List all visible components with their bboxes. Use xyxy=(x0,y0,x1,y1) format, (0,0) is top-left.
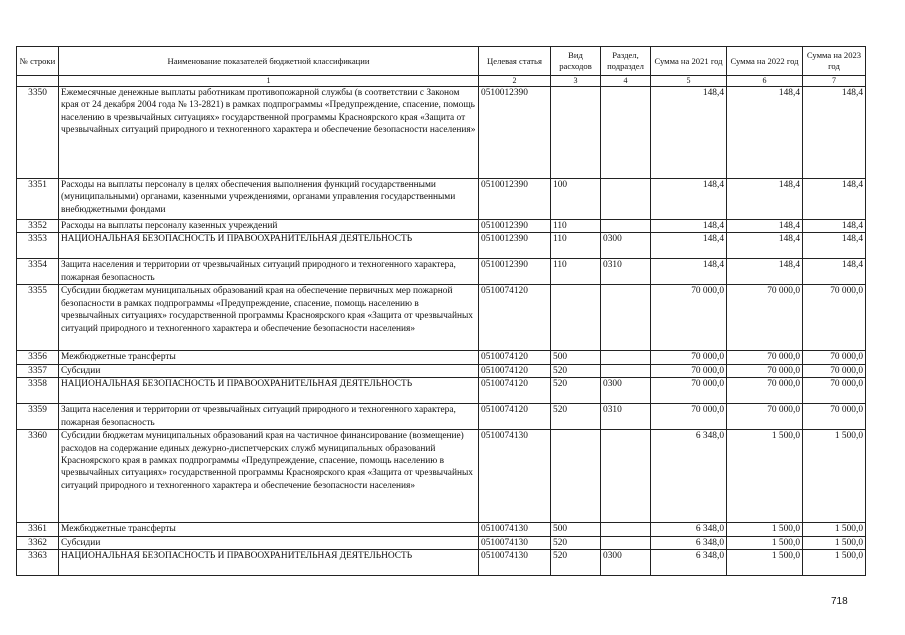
row-sum-2021: 6 348,0 xyxy=(651,536,727,549)
row-sum-2021: 70 000,0 xyxy=(651,351,727,364)
table-row xyxy=(17,364,866,377)
page-number: 718 xyxy=(831,596,848,607)
row-sum-2021: 70 000,0 xyxy=(651,404,727,430)
row-number: 3358 xyxy=(17,378,59,404)
row-sum-2022: 70 000,0 xyxy=(727,378,803,404)
row-target-code: 0510074120 xyxy=(479,285,551,351)
row-target-code: 0510074120 xyxy=(479,351,551,364)
header-sum-2023: Сумма на 2023 год xyxy=(803,47,866,76)
row-sum-2021: 6 348,0 xyxy=(651,523,727,536)
row-expense-type: 500 xyxy=(551,351,601,364)
row-section: 0300 xyxy=(601,550,651,576)
column-number-row xyxy=(17,76,866,87)
row-sum-2021: 148,4 xyxy=(651,220,727,233)
row-name: Защита населения и территории от чрезвычайных ситуаций природного и техногенного характера, пожарная безопасность xyxy=(59,259,479,285)
row-target-code: 0510074120 xyxy=(479,378,551,404)
row-number: 3362 xyxy=(17,536,59,549)
table-body xyxy=(17,87,866,576)
row-name: Межбюджетные трансферты xyxy=(59,523,479,536)
column-number: 7 xyxy=(803,76,866,87)
row-sum-2021: 70 000,0 xyxy=(651,378,727,404)
row-target-code: 0510074120 xyxy=(479,364,551,377)
row-sum-2021: 148,4 xyxy=(651,87,727,179)
row-expense-type: 520 xyxy=(551,404,601,430)
row-expense-type: 110 xyxy=(551,259,601,285)
row-section: 0310 xyxy=(601,404,651,430)
row-name: НАЦИОНАЛЬНАЯ БЕЗОПАСНОСТЬ И ПРАВООХРАНИТЕЛЬНАЯ ДЕЯТЕЛЬНОСТЬ xyxy=(59,378,479,404)
table-row xyxy=(17,220,866,233)
row-name: Субсидии бюджетам муниципальных образований края на частичное финансирование (возмещение) расходов на содержание единых дежурно-диспетчерских служб муниципальных образований Красноярского края в рамках подпрограммы «Предупреждение, спасение, помощь населению в чрезвычайных ситуациях» государственной программы Красноярского края «Защита от чрезвычайных ситуаций природного и техногенного характера и обеспечение безопасности населения» xyxy=(59,430,479,523)
row-sum-2023: 148,4 xyxy=(803,179,866,220)
row-target-code: 0510012390 xyxy=(479,179,551,220)
budget-table xyxy=(16,46,866,576)
header-expense-type: Вид расходов xyxy=(551,47,601,76)
row-section xyxy=(601,536,651,549)
row-sum-2023: 70 000,0 xyxy=(803,404,866,430)
row-sum-2022: 148,4 xyxy=(727,87,803,179)
row-number: 3360 xyxy=(17,430,59,523)
row-sum-2022: 148,4 xyxy=(727,220,803,233)
row-sum-2023: 1 500,0 xyxy=(803,536,866,549)
row-sum-2023: 1 500,0 xyxy=(803,523,866,536)
table-row xyxy=(17,233,866,259)
row-number: 3355 xyxy=(17,285,59,351)
row-target-code: 0510074130 xyxy=(479,523,551,536)
table-row xyxy=(17,430,866,523)
header-sum-2021: Сумма на 2021 год xyxy=(651,47,727,76)
row-section xyxy=(601,523,651,536)
header-row-no: № строки xyxy=(17,47,59,76)
row-sum-2022: 148,4 xyxy=(727,259,803,285)
row-sum-2023: 70 000,0 xyxy=(803,364,866,377)
row-expense-type: 500 xyxy=(551,523,601,536)
row-expense-type: 520 xyxy=(551,536,601,549)
row-name: Субсидии бюджетам муниципальных образований края на обеспечение первичных мер пожарной безопасности в рамках подпрограммы «Предупреждение, спасение, помощь населению в чрезвычайных ситуациях» государственной программы Красноярского края «Защита от чрезвычайных ситуаций природного и техногенного характера и обеспечение безопасности населения» xyxy=(59,285,479,351)
table-row xyxy=(17,404,866,430)
row-name: НАЦИОНАЛЬНАЯ БЕЗОПАСНОСТЬ И ПРАВООХРАНИТЕЛЬНАЯ ДЕЯТЕЛЬНОСТЬ xyxy=(59,233,479,259)
row-expense-type xyxy=(551,285,601,351)
row-target-code: 0510012390 xyxy=(479,233,551,259)
row-sum-2023: 70 000,0 xyxy=(803,351,866,364)
row-expense-type: 110 xyxy=(551,233,601,259)
row-expense-type: 520 xyxy=(551,378,601,404)
row-number: 3361 xyxy=(17,523,59,536)
row-expense-type xyxy=(551,430,601,523)
row-sum-2021: 70 000,0 xyxy=(651,285,727,351)
row-name: Субсидии xyxy=(59,536,479,549)
row-target-code: 0510012390 xyxy=(479,259,551,285)
column-number: 4 xyxy=(601,76,651,87)
row-sum-2022: 148,4 xyxy=(727,233,803,259)
row-sum-2023: 1 500,0 xyxy=(803,550,866,576)
row-number: 3363 xyxy=(17,550,59,576)
row-section xyxy=(601,364,651,377)
row-number: 3352 xyxy=(17,220,59,233)
row-sum-2022: 1 500,0 xyxy=(727,536,803,549)
row-sum-2022: 1 500,0 xyxy=(727,430,803,523)
row-expense-type: 110 xyxy=(551,220,601,233)
column-number xyxy=(17,76,59,87)
row-expense-type: 100 xyxy=(551,179,601,220)
row-target-code: 0510074130 xyxy=(479,430,551,523)
row-sum-2021: 6 348,0 xyxy=(651,430,727,523)
row-section xyxy=(601,285,651,351)
row-name: НАЦИОНАЛЬНАЯ БЕЗОПАСНОСТЬ И ПРАВООХРАНИТЕЛЬНАЯ ДЕЯТЕЛЬНОСТЬ xyxy=(59,550,479,576)
row-number: 3351 xyxy=(17,179,59,220)
header-row xyxy=(17,47,866,76)
row-section xyxy=(601,430,651,523)
row-number: 3359 xyxy=(17,404,59,430)
row-target-code: 0510074130 xyxy=(479,550,551,576)
row-number: 3354 xyxy=(17,259,59,285)
column-number: 1 xyxy=(59,76,479,87)
row-sum-2021: 148,4 xyxy=(651,233,727,259)
table-row xyxy=(17,87,866,179)
row-name: Расходы на выплаты персоналу казенных учреждений xyxy=(59,220,479,233)
row-sum-2023: 70 000,0 xyxy=(803,378,866,404)
row-sum-2023: 148,4 xyxy=(803,87,866,179)
row-sum-2023: 148,4 xyxy=(803,220,866,233)
table-row xyxy=(17,259,866,285)
row-sum-2021: 70 000,0 xyxy=(651,364,727,377)
row-expense-type xyxy=(551,87,601,179)
row-section: 0300 xyxy=(601,233,651,259)
row-sum-2022: 1 500,0 xyxy=(727,523,803,536)
header-target: Целевая статья xyxy=(479,47,551,76)
row-sum-2023: 148,4 xyxy=(803,259,866,285)
row-sum-2022: 70 000,0 xyxy=(727,404,803,430)
row-expense-type: 520 xyxy=(551,550,601,576)
row-sum-2023: 148,4 xyxy=(803,233,866,259)
table-row xyxy=(17,378,866,404)
row-name: Защита населения и территории от чрезвычайных ситуаций природного и техногенного характера, пожарная безопасность xyxy=(59,404,479,430)
header-name: Наименование показателей бюджетной классификации xyxy=(59,47,479,76)
column-number: 3 xyxy=(551,76,601,87)
row-section xyxy=(601,351,651,364)
row-sum-2021: 148,4 xyxy=(651,179,727,220)
column-number: 5 xyxy=(651,76,727,87)
row-number: 3357 xyxy=(17,364,59,377)
row-sum-2022: 148,4 xyxy=(727,179,803,220)
row-sum-2022: 70 000,0 xyxy=(727,285,803,351)
row-sum-2023: 1 500,0 xyxy=(803,430,866,523)
row-sum-2021: 6 348,0 xyxy=(651,550,727,576)
row-section: 0310 xyxy=(601,259,651,285)
row-section xyxy=(601,220,651,233)
row-number: 3356 xyxy=(17,351,59,364)
row-section xyxy=(601,87,651,179)
row-section xyxy=(601,179,651,220)
header-sum-2022: Сумма на 2022 год xyxy=(727,47,803,76)
row-target-code: 0510074120 xyxy=(479,404,551,430)
row-target-code: 0510012390 xyxy=(479,220,551,233)
row-target-code: 0510074130 xyxy=(479,536,551,549)
row-sum-2022: 70 000,0 xyxy=(727,364,803,377)
table-row xyxy=(17,523,866,536)
table-row xyxy=(17,285,866,351)
table-row xyxy=(17,550,866,576)
table-row xyxy=(17,179,866,220)
row-sum-2023: 70 000,0 xyxy=(803,285,866,351)
table-row xyxy=(17,536,866,549)
row-target-code: 0510012390 xyxy=(479,87,551,179)
row-name: Субсидии xyxy=(59,364,479,377)
table-row xyxy=(17,351,866,364)
header-section: Раздел, подраздел xyxy=(601,47,651,76)
row-number: 3350 xyxy=(17,87,59,179)
row-sum-2022: 70 000,0 xyxy=(727,351,803,364)
row-number: 3353 xyxy=(17,233,59,259)
row-name: Ежемесячные денежные выплаты работникам противопожарной службы (в соответствии с Законом края от 24 декабря 2004 года № 13-2821) в рамках подпрограммы «Предупреждение, спасение, помощь населению в чрезвычайных ситуациях» государственной программы Красноярского края «Защита от чрезвычайных ситуаций природного и техногенного характера и обеспечение безопасности населения» xyxy=(59,87,479,179)
row-sum-2022: 1 500,0 xyxy=(727,550,803,576)
row-expense-type: 520 xyxy=(551,364,601,377)
row-name: Расходы на выплаты персоналу в целях обеспечения выполнения функций государственными (муниципальными) органами, казенными учреждениями, органами управления государственными внебюджетными фондами xyxy=(59,179,479,220)
column-number: 2 xyxy=(479,76,551,87)
column-number: 6 xyxy=(727,76,803,87)
row-section: 0300 xyxy=(601,378,651,404)
row-name: Межбюджетные трансферты xyxy=(59,351,479,364)
row-sum-2021: 148,4 xyxy=(651,259,727,285)
